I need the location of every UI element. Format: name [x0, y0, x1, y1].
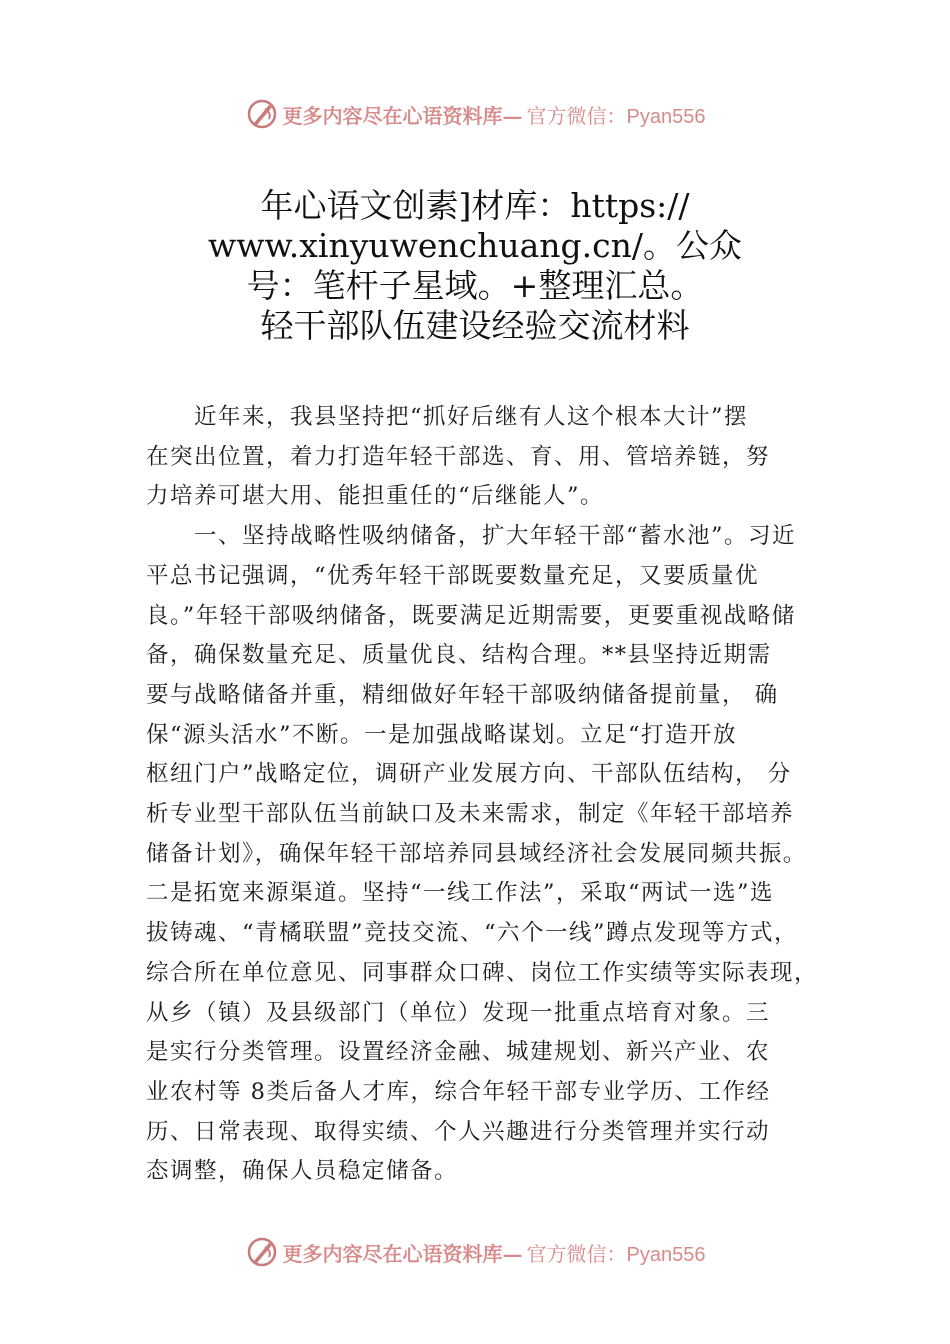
title-line: www.xinyuwenchuang.cn/。公众 — [207, 226, 743, 265]
body-line: 力培养可堪大用、能担重任的“后继能人”。 — [146, 483, 605, 510]
body-line: 近年来，我县坚持把“抓好后继有人这个根本大计”摆 — [194, 404, 749, 430]
banner-text: 更多内容尽在心语资料库— — [282, 1241, 523, 1266]
body-line: 拔铸魂、“青橘联盟”竞技交流、“六个一线”蹲点发现等方式， — [146, 920, 799, 947]
body-line: 在突出位置，着力打造年轻干部选、育、用、管培养链，努 — [146, 443, 771, 470]
body-line: 储备计划》，确保年轻干部培养同县域经济社会发展同频共振。 — [146, 840, 807, 867]
body-line: 历、日常表现、取得实绩、个人兴趣进行分类管理并实行动 — [146, 1118, 771, 1145]
banner-wechat — [527, 1238, 706, 1267]
title-line: 年心语文创素]材库：https:// — [260, 186, 690, 225]
title-line: 轻干部队伍建设经验交流材料 — [260, 306, 690, 345]
wechat-label: 官方微信： — [526, 1241, 627, 1266]
wechat-label: 官方微信： — [526, 103, 627, 128]
pen-circle-logo-icon — [245, 97, 279, 131]
body-line: 是实行分类管理。设置经济金融、城建规划、新兴产业、农 — [146, 1039, 771, 1066]
document-body — [146, 398, 836, 1192]
body-line: 业农村等 8类后备人才库，综合年轻干部专业学历、工作经 — [146, 1078, 771, 1105]
header-banner — [0, 94, 950, 134]
body-line: 备，确保数量充足、质量优良、结构合理。**县坚持近期需 — [146, 642, 772, 669]
body-line: 从乡（镇）及县级部门（单位）发现一批重点培育对象。三 — [146, 999, 771, 1026]
body-line: 保“源头活水”不断。一是加强战略谋划。立足“打造开放 — [146, 721, 738, 748]
wechat-id: Pyan556 — [626, 1243, 706, 1266]
body-line: 态调整，确保人员稳定储备。 — [146, 1158, 459, 1185]
banner-text: 更多内容尽在心语资料库— — [282, 103, 523, 128]
body-line: 要与战略储备并重，精细做好年轻干部吸纳储备提前量， 确 — [146, 681, 779, 708]
body-line: 二是拓宽来源渠道。坚持“一线工作法”，采取“两试一选”选 — [146, 880, 775, 907]
body-line: 良。”年轻干部吸纳储备，既要满足近期需要，更要重视战略储 — [146, 602, 796, 629]
document-title — [120, 186, 830, 346]
body-line: 一、坚持战略性吸纳储备，扩大年轻干部“蓄水池”。习近 — [194, 523, 797, 550]
pen-circle-logo-icon — [245, 1235, 279, 1269]
body-line: 析专业型干部队伍当前缺口及未来需求，制定《年轻干部培养 — [146, 801, 795, 828]
footer-banner — [0, 1232, 950, 1272]
title-line: 号：笔杆子星域。+整理汇总。 — [246, 266, 704, 305]
banner-wechat — [527, 100, 706, 129]
body-line: 平总书记强调，“优秀年轻干部既要数量充足，又要质量优 — [146, 562, 760, 589]
body-line: 枢纽门户”战略定位，调研产业发展方向、干部队伍结构， 分 — [146, 761, 792, 788]
wechat-id: Pyan556 — [626, 105, 706, 128]
body-line: 综合所在单位意见、同事群众口碑、岗位工作实绩等实际表现， — [146, 959, 819, 986]
